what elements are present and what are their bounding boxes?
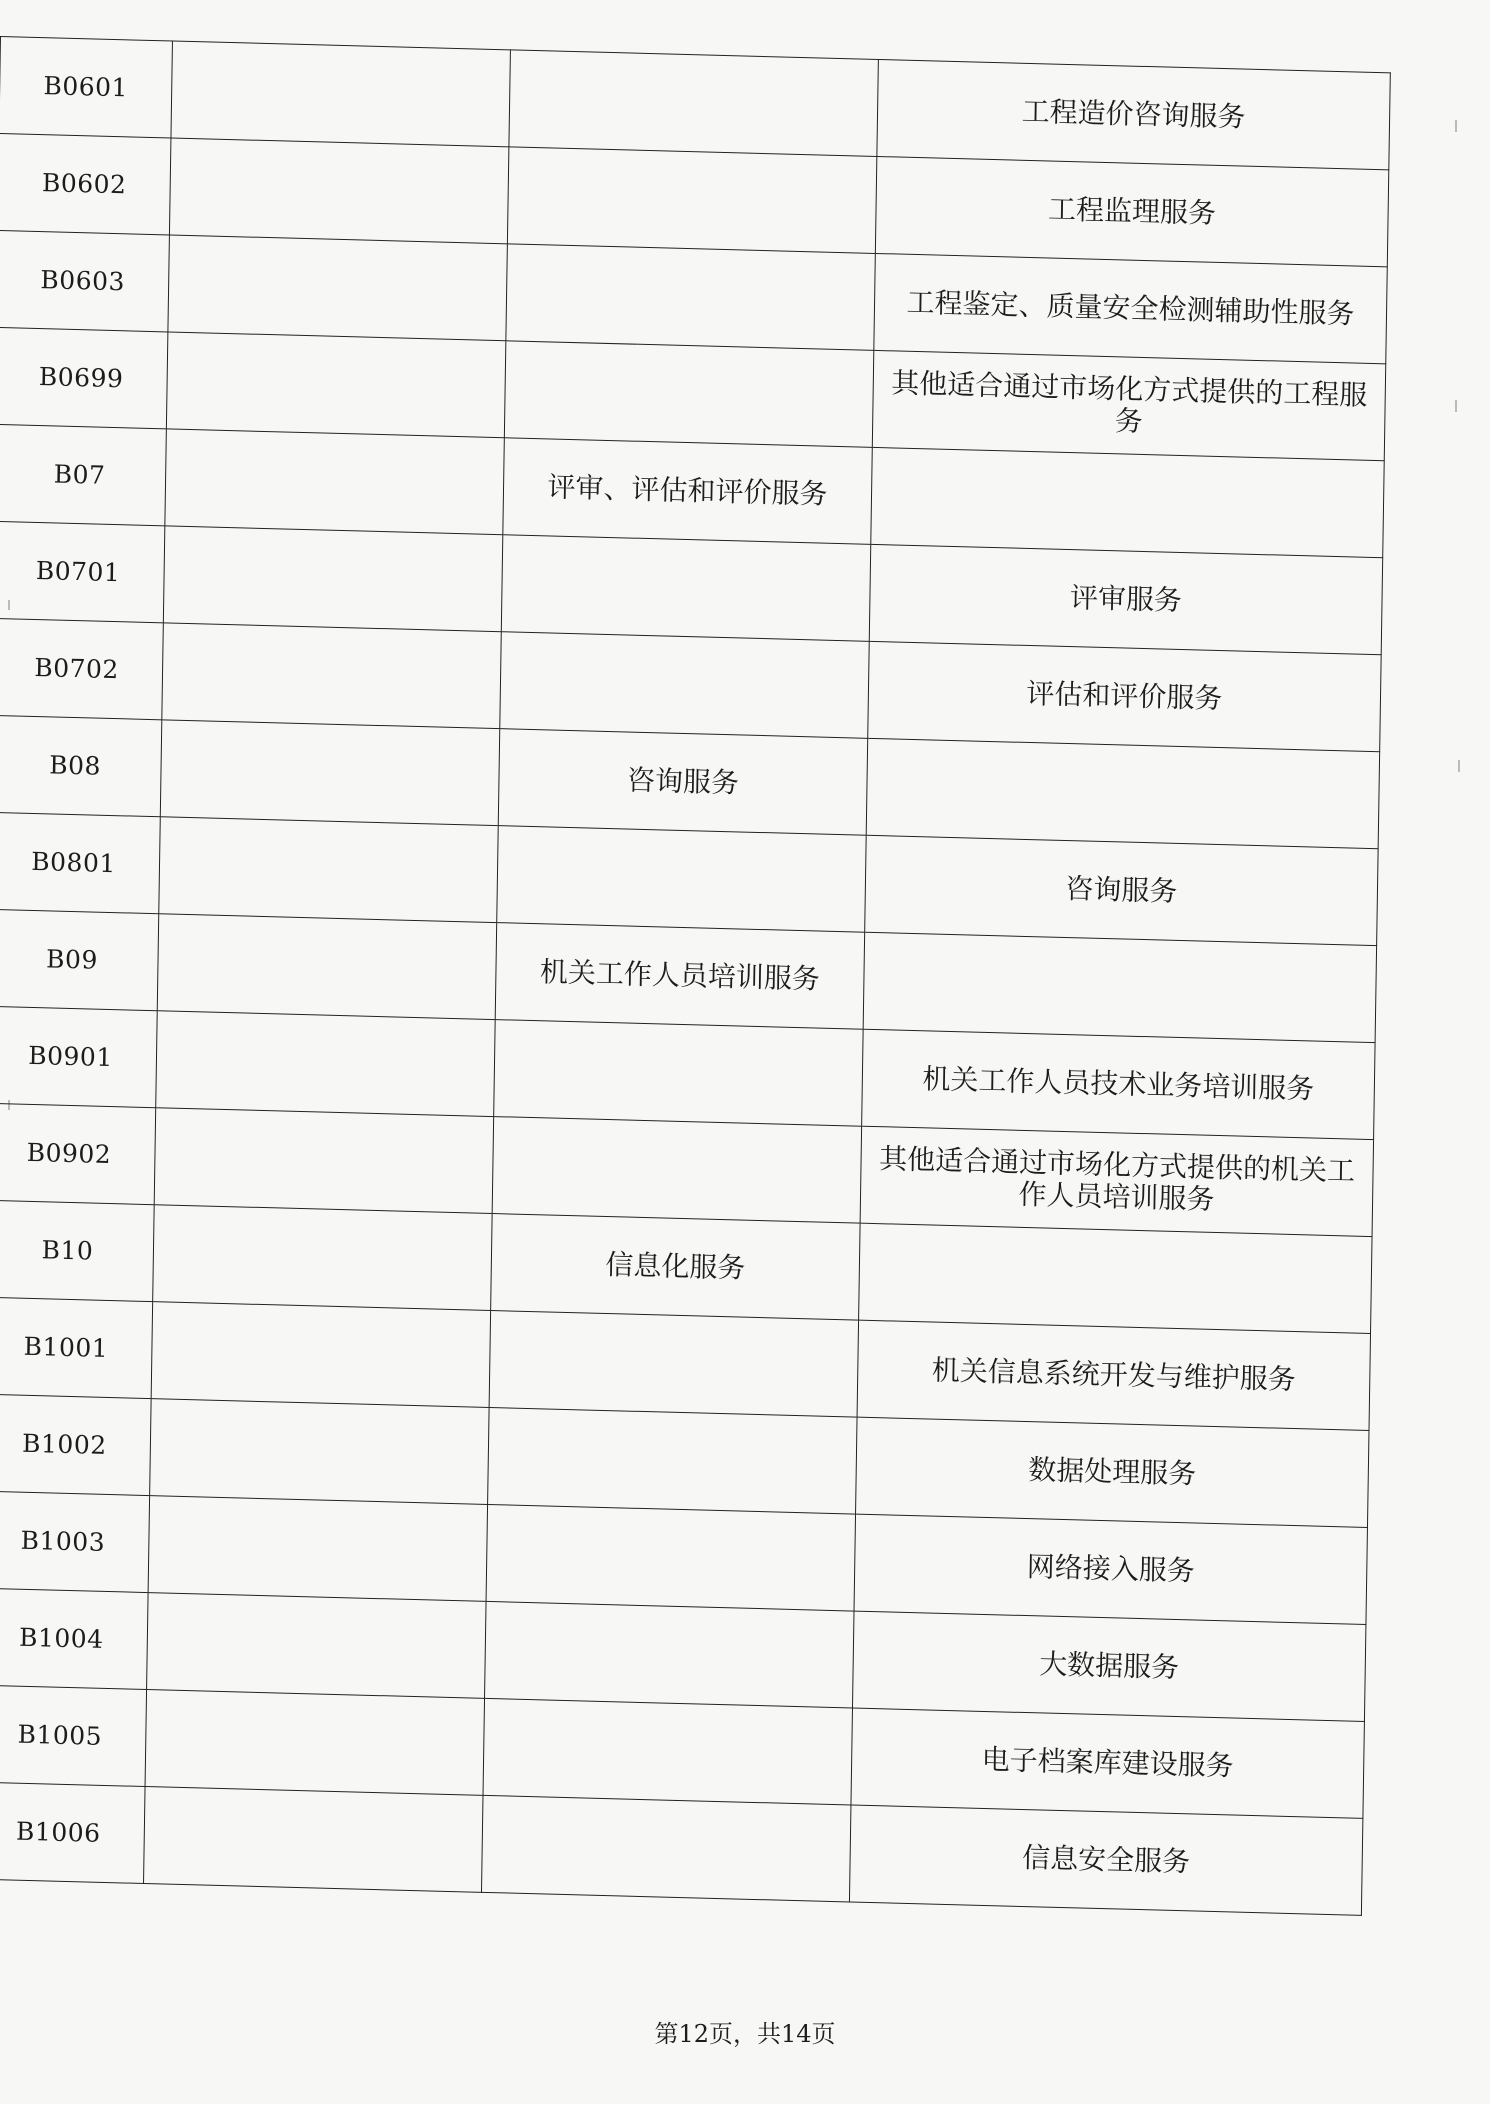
category-name: 咨询服务	[498, 729, 867, 836]
item-code: B1001	[0, 1297, 153, 1398]
empty-cell	[163, 526, 502, 632]
item-code: B1006	[0, 1782, 145, 1883]
scan-mark	[1455, 120, 1457, 132]
empty-cell	[144, 1787, 483, 1893]
category-name	[485, 1601, 854, 1708]
category-name	[486, 1504, 855, 1611]
empty-cell	[151, 1302, 490, 1408]
empty-cell	[160, 720, 499, 826]
category-name	[481, 1795, 850, 1902]
item-code: B0603	[0, 230, 169, 331]
item-name: 机关信息系统开发与维护服务	[857, 1320, 1370, 1430]
category-name: 信息化服务	[491, 1214, 860, 1321]
empty-cell	[171, 41, 510, 147]
empty-cell	[154, 1108, 493, 1214]
item-name: 网络接入服务	[854, 1514, 1367, 1624]
item-name: 工程监理服务	[875, 156, 1388, 266]
category-name	[492, 1117, 861, 1224]
category-name	[497, 826, 866, 933]
item-code: B0602	[0, 133, 171, 234]
empty-cell	[166, 332, 505, 438]
item-code: B08	[0, 715, 162, 816]
empty-cell	[153, 1205, 492, 1311]
item-code: B0699	[0, 327, 168, 428]
item-code: B0701	[0, 521, 165, 622]
item-name: 评审服务	[869, 544, 1382, 654]
item-name: 工程鉴定、质量安全检测辅助性服务	[874, 253, 1387, 363]
item-name	[863, 932, 1376, 1042]
item-name: 咨询服务	[865, 835, 1378, 945]
item-code: B0601	[0, 37, 172, 138]
empty-cell	[145, 1690, 484, 1796]
item-name: 大数据服务	[852, 1611, 1365, 1721]
item-code: B1004	[0, 1588, 148, 1689]
category-name: 机关工作人员培训服务	[495, 923, 864, 1030]
catalog-table	[0, 36, 1391, 1916]
category-name	[509, 50, 878, 157]
catalog-table-body	[0, 37, 1390, 1916]
item-code: B1003	[0, 1491, 150, 1592]
item-code: B0702	[0, 618, 163, 719]
empty-cell	[157, 914, 496, 1020]
item-code: B0901	[0, 1006, 157, 1107]
category-name	[494, 1020, 863, 1127]
scan-mark	[1455, 400, 1457, 412]
item-code: B0902	[0, 1103, 156, 1204]
item-name: 信息安全服务	[849, 1805, 1362, 1915]
item-name: 电子档案库建设服务	[851, 1708, 1364, 1818]
item-code: B1005	[0, 1685, 147, 1786]
item-name	[859, 1223, 1372, 1333]
item-name: 评估和评价服务	[868, 641, 1381, 751]
empty-cell	[150, 1399, 489, 1505]
category-name: 评审、评估和评价服务	[503, 438, 872, 545]
category-name	[501, 535, 870, 642]
empty-cell	[162, 623, 501, 729]
empty-cell	[165, 429, 504, 535]
empty-cell	[169, 138, 508, 244]
empty-cell	[156, 1011, 495, 1117]
scan-mark	[1458, 760, 1460, 772]
item-name: 机关工作人员技术业务培训服务	[862, 1029, 1375, 1139]
empty-cell	[168, 235, 507, 341]
item-code: B1002	[0, 1394, 151, 1495]
category-name	[504, 341, 873, 448]
item-code: B07	[0, 424, 166, 525]
page-number: 第12页，共14页	[654, 2020, 836, 2048]
category-name	[489, 1311, 858, 1418]
category-name	[500, 632, 869, 739]
category-name	[488, 1407, 857, 1514]
item-name	[871, 447, 1384, 557]
category-name	[506, 244, 875, 351]
item-name	[866, 738, 1379, 848]
item-name: 数据处理服务	[856, 1417, 1369, 1527]
item-name: 其他适合通过市场化方式提供的工程服务	[872, 350, 1385, 460]
category-name	[507, 147, 876, 254]
item-name: 工程造价咨询服务	[877, 59, 1390, 169]
empty-cell	[159, 817, 498, 923]
item-code: B09	[0, 909, 159, 1010]
catalog-table-wrapper	[0, 36, 1400, 1916]
category-name	[483, 1698, 852, 1805]
item-code: B0801	[0, 812, 160, 913]
item-name: 其他适合通过市场化方式提供的机关工作人员培训服务	[860, 1126, 1373, 1236]
item-code: B10	[0, 1200, 154, 1301]
empty-cell	[148, 1496, 487, 1602]
empty-cell	[147, 1593, 486, 1699]
